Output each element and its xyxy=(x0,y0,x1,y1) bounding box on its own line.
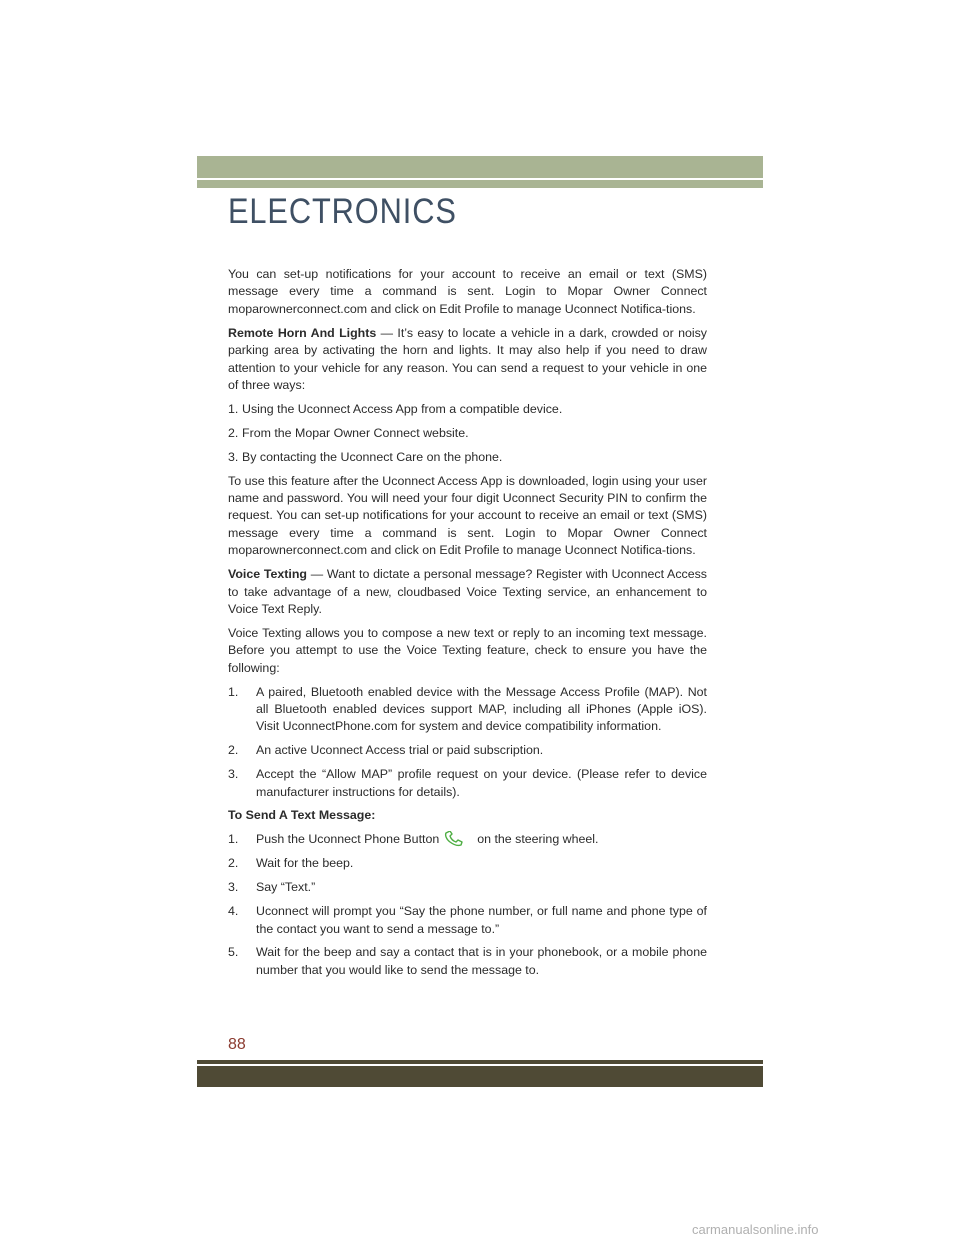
list-number: 5. xyxy=(228,945,239,960)
list-item xyxy=(228,766,707,801)
paragraph-voice-texting xyxy=(228,566,707,618)
subheading: To Send A Text Message: xyxy=(228,808,376,823)
list-text: A paired, Bluetooth enabled device with the Message Access Profile (MAP). Not all Bluetooth enabled devices support MAP, including all iPhones (Apple iOS). Visit UconnectPhone.com for system and device compatibility information. xyxy=(256,684,707,734)
paragraph: You can set-up notifications for your account to receive an email or text (SMS) message every time a command is sent. Login to Mopar Owner Connect moparownerconnect.com and click on Edit Profile to manage Uconnect Notifica-tions. xyxy=(228,267,707,316)
paragraph-remote-horn xyxy=(228,325,707,395)
list-item xyxy=(228,401,707,418)
header-bar xyxy=(197,156,763,178)
paragraph-text: — Want to dictate a personal message? Register with Uconnect Access to take advantage of a new, cloudbased Voice Texting service, an enhancement to Voice Text Reply. xyxy=(228,567,707,616)
footer-bar xyxy=(197,1066,763,1087)
list-number: 1. xyxy=(228,684,239,699)
list-text: Using the Uconnect Access App from a compatible device. xyxy=(242,401,563,416)
list-text: Uconnect will prompt you “Say the phone number, or full name and phone type of the contact you want to send a message to.” xyxy=(256,904,707,936)
list-item xyxy=(228,903,707,938)
list-text: From the Mopar Owner Connect website. xyxy=(242,425,469,440)
list-item xyxy=(228,855,707,872)
list-number: 2. xyxy=(228,856,239,871)
list-number: 3. xyxy=(228,449,239,464)
list-text: Say “Text.” xyxy=(256,880,316,895)
paragraph: Voice Texting allows you to compose a new text or reply to an incoming text message. Before you attempt to use the Voice Texting feature, check to ensure you have the following: xyxy=(228,625,707,675)
watermark: carmanualsonline.info xyxy=(692,1222,819,1237)
list-number: 1. xyxy=(228,832,239,847)
list-number: 2. xyxy=(228,743,239,758)
list-number: 3. xyxy=(228,767,239,782)
list-item xyxy=(228,425,707,442)
page-content xyxy=(228,266,707,986)
feature-heading: Remote Horn And Lights xyxy=(228,325,377,340)
list-item xyxy=(228,831,707,848)
phone-icon xyxy=(443,831,467,847)
list-text: Wait for the beep and say a contact that is in your phonebook, or a mobile phone number that you would like to send the message to. xyxy=(256,945,707,977)
paragraph: To use this feature after the Uconnect Access App is downloaded, login using your user name and password. You will need your four digit Uconnect Security PIN to confirm the request. You can set-up notifications for your account to receive an email or text (SMS) message every time a command is sent. Login to Mopar Owner Connect moparownerconnect.com and click on Edit Profile to manage Uconnect Notifica-tions. xyxy=(228,473,707,558)
list-number: 2. xyxy=(228,425,239,440)
list-item xyxy=(228,449,707,466)
list-number: 3. xyxy=(228,880,239,895)
list-item xyxy=(228,684,707,736)
header-bar-thin xyxy=(197,180,763,188)
section-title: ELECTRONICS xyxy=(228,192,457,231)
list-item xyxy=(228,944,707,979)
footer-bar-thin xyxy=(197,1060,763,1064)
list-number: 1. xyxy=(228,401,239,416)
list-text: An active Uconnect Access trial or paid subscription. xyxy=(256,743,544,758)
list-text: on the steering wheel. xyxy=(477,832,599,847)
list-item xyxy=(228,742,707,759)
page-number: 88 xyxy=(228,1036,246,1053)
list-text: By contacting the Uconnect Care on the phone. xyxy=(242,449,503,464)
list-text: Accept the “Allow MAP” profile request on your device. (Please refer to device manufacturer instructions for details). xyxy=(256,767,707,799)
list-item xyxy=(228,879,707,896)
feature-heading: Voice Texting xyxy=(228,567,307,582)
list-number: 4. xyxy=(228,904,239,919)
list-text: Push the Uconnect Phone Button xyxy=(256,832,440,847)
paragraph-text: — It’s easy to locate a vehicle in a dark, crowded or noisy parking area by activating the horn and lights. It may also help if you need to draw attention to your vehicle for any reason. You can send a request to your vehicle in one of three ways: xyxy=(228,325,707,392)
list-text: Wait for the beep. xyxy=(256,856,354,871)
